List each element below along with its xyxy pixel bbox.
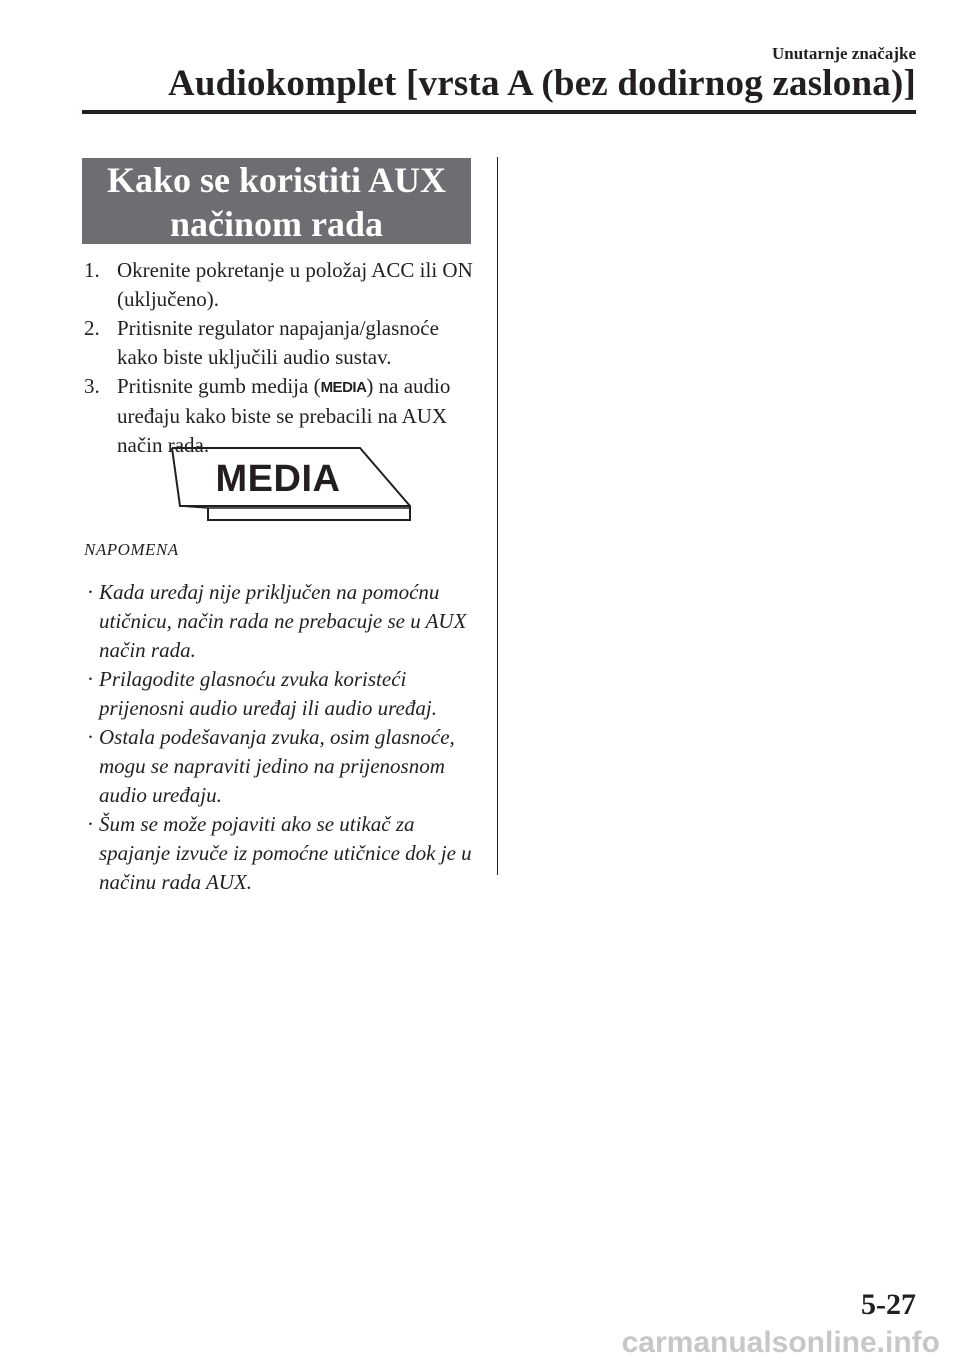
header-title: Audiokomplet [vrsta A (bez dodirnog zaslona)] bbox=[167, 63, 916, 104]
step-number: 3. bbox=[84, 374, 100, 398]
step-item bbox=[84, 256, 484, 314]
note-text: Kada uređaj nije priključen na pomoćnu utičnicu, način rada ne prebacuje se u AUX način rada. bbox=[99, 580, 467, 662]
steps-list bbox=[84, 256, 484, 460]
bullet-icon: · bbox=[87, 580, 94, 604]
bullet-icon: · bbox=[87, 812, 94, 836]
note-item bbox=[84, 578, 484, 665]
page-number: 5-27 bbox=[861, 1288, 916, 1321]
step-number: 2. bbox=[84, 316, 100, 340]
step-number: 1. bbox=[84, 258, 100, 282]
watermark-link[interactable]: carmanualsonline.info bbox=[621, 1326, 940, 1359]
note-heading: NAPOMENA bbox=[84, 540, 179, 559]
note-list bbox=[84, 578, 484, 897]
header-rule bbox=[82, 110, 916, 114]
step-text: Pritisnite regulator napajanja/glasnoće kako biste uključili audio sustav. bbox=[117, 316, 439, 369]
column-divider bbox=[497, 157, 498, 875]
media-inline-icon: MEDIA bbox=[320, 379, 367, 396]
header-section: Unutarnje značajke bbox=[771, 44, 916, 63]
note-item bbox=[84, 810, 484, 897]
step-text-before: Pritisnite gumb medija ( bbox=[117, 374, 321, 398]
note-text: Prilagodite glasnoću zvuka koristeći prijenosni audio uređaj ili audio uređaj. bbox=[99, 667, 437, 720]
note-item bbox=[84, 723, 484, 810]
section-title-line1: Kako se koristiti AUX bbox=[106, 160, 446, 200]
note-item bbox=[84, 665, 484, 723]
section-banner bbox=[82, 158, 471, 244]
note-text: Šum se može pojaviti ako se utikač za spajanje izvuče iz pomoćne utičnice dok je u načinu rada AUX. bbox=[99, 812, 472, 894]
note-text: Ostala podešavanja zvuka, osim glasnoće, mogu se napraviti jedino na prijenosnom audio uređaju. bbox=[99, 725, 455, 807]
media-button-illustration bbox=[170, 446, 414, 524]
step-text: Okrenite pokretanje u položaj ACC ili ON (uključeno). bbox=[117, 258, 473, 311]
step-text-after: ) na audio uređaju kako biste se prebacili na AUX način rada. bbox=[117, 374, 451, 457]
bullet-icon: · bbox=[87, 667, 94, 691]
section-title-line2: načinom rada bbox=[169, 204, 383, 244]
bullet-icon: · bbox=[87, 725, 94, 749]
media-button-label: MEDIA bbox=[215, 458, 341, 500]
step-item bbox=[84, 314, 484, 372]
